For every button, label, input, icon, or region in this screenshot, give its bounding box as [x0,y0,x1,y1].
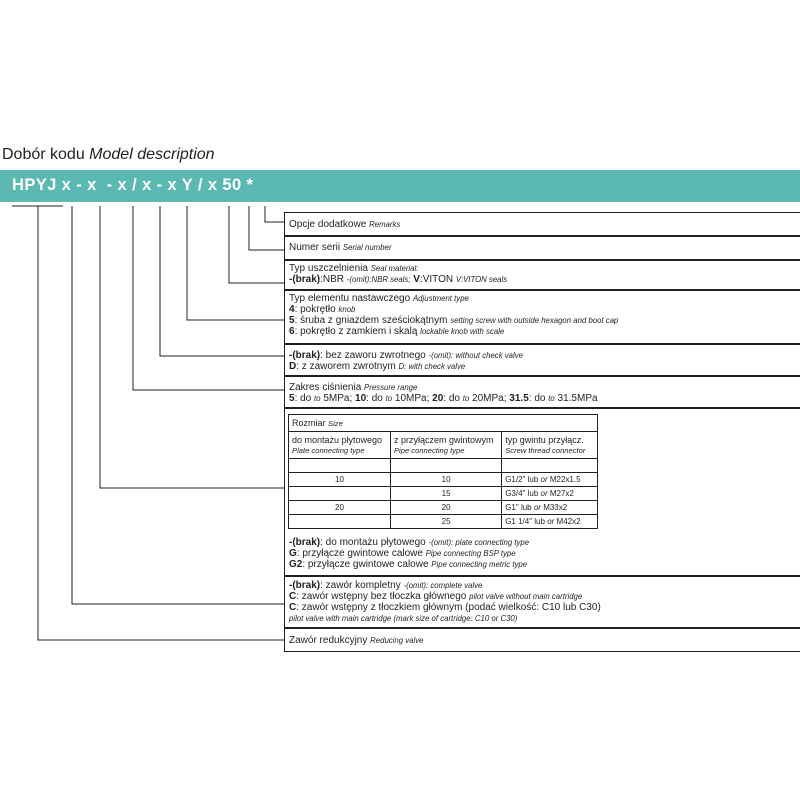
box-serial: Numer serii Serial number [284,236,800,260]
box-cartridge: -(brak): zawór kompletny -(omit): complete valve C: zawór wstępny bez tłoczka głównego pilot valve without main cartridge C: zawór wstępny z tłoczkiem głównym (podać wielkość: C10 lub C30) pilot valve with main cartridge (mark size of cartridge: C10 or C30) [284,576,800,628]
connector-serial [249,206,284,250]
table-row: 20 20 G1" lub or M33x2 [289,501,598,515]
connector-pressure [133,206,284,390]
box-remarks: Opcje dodatkowe Remarks [284,212,800,236]
table-row: 10 10 G1/2" lub or M22x1.5 [289,473,598,487]
box-seal: Typ uszczelnienia Seal material: -(brak):NBR -(omit):NBR seals; V:VITON V:VITON seals [284,260,800,290]
table-row [289,459,598,473]
size-table-header [289,432,598,459]
size-table-title: Rozmiar Size [289,415,598,432]
connector-size [100,206,284,488]
connector-check [160,206,284,356]
box-check: -(brak): bez zaworu zwrotnego -(omit): without check valve D: z zaworem zwrotnym D: with check valve [284,344,800,376]
table-row: 15 G3/4" lub or M27x2 [289,487,598,501]
connector-cartridge [72,206,284,604]
connector-adjust [187,206,284,320]
table-row: 25 G1 1/4" lub or M42x2 [289,515,598,529]
box-reducing: Zawór redukcyjny Reducing valve [284,628,800,652]
connector-seal [229,206,284,283]
connector-remarks [265,206,284,222]
connector-reducing [38,206,284,640]
box-adjust: Typ elementu nastawczego Adjustment type 4: pokrętło knob 5: śruba z gniazdem sześciokątnym setting screw with outside hexagon and boot cap 6: pokrętło z zamkiem i skalą lockable knob with scale [284,290,800,344]
title-pl: Dobór kodu [2,146,85,163]
box-pressure: Zakres ciśnienia Pressure range 5: do to 5MPa; 10: do to 10MPa; 20: do to 20MPa; 31.5: do to 31.5MPa [284,376,800,408]
title-en: Model description [89,146,215,163]
col-thread: typ gwintu przyłącz. Screw thread connector [502,432,598,459]
size-table-title-row [289,415,598,432]
col-pipe: z przyłączem gwintowym Pipe connecting type [390,432,501,459]
size-type-options: -(brak): do montażu płytowego -(omit): plate connecting type G: przyłącze gwintowe calowe Pipe connecting BSP type G2: przyłącze gwintowe calowe Pipe connecting metric type [289,537,530,570]
model-code: HPYJ x - x - x / x - x Y / x 50 * [12,176,254,194]
size-table [288,414,598,529]
col-plate: do montażu płytowego Plate connecting type [289,432,391,459]
